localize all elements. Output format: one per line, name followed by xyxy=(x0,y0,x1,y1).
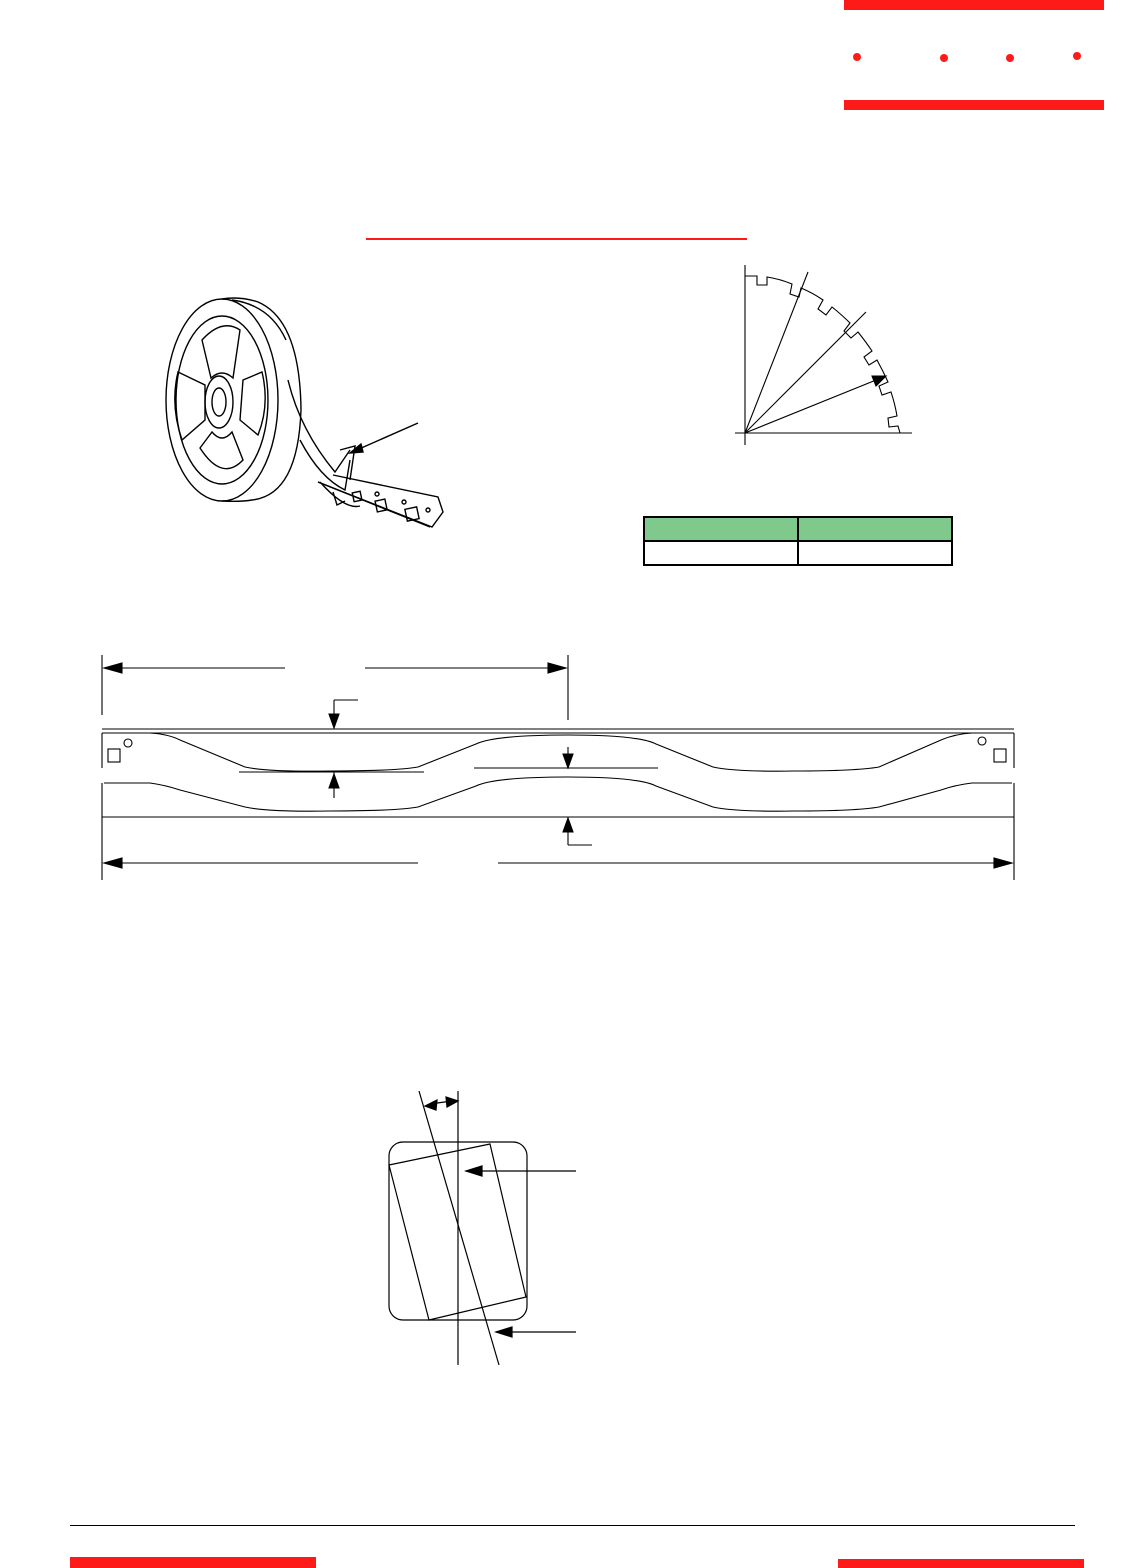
tape-reel-icon xyxy=(166,298,443,527)
footer-rule xyxy=(70,1525,1075,1526)
tape-bending-diagram-icon xyxy=(102,655,1014,880)
component-tilt-diagram-icon xyxy=(389,1091,576,1365)
footer-bar-left xyxy=(70,1557,316,1568)
spec-table-header-cell xyxy=(798,517,952,541)
spec-table-header-cell xyxy=(644,517,798,541)
spec-table-cell xyxy=(644,541,798,565)
spec-table xyxy=(643,516,953,566)
footer-bar-right xyxy=(838,1559,1084,1568)
spec-table-header-row xyxy=(644,517,952,541)
reel-quadrant-icon xyxy=(735,265,912,445)
spec-table-cell xyxy=(798,541,952,565)
spec-table-row xyxy=(644,541,952,565)
